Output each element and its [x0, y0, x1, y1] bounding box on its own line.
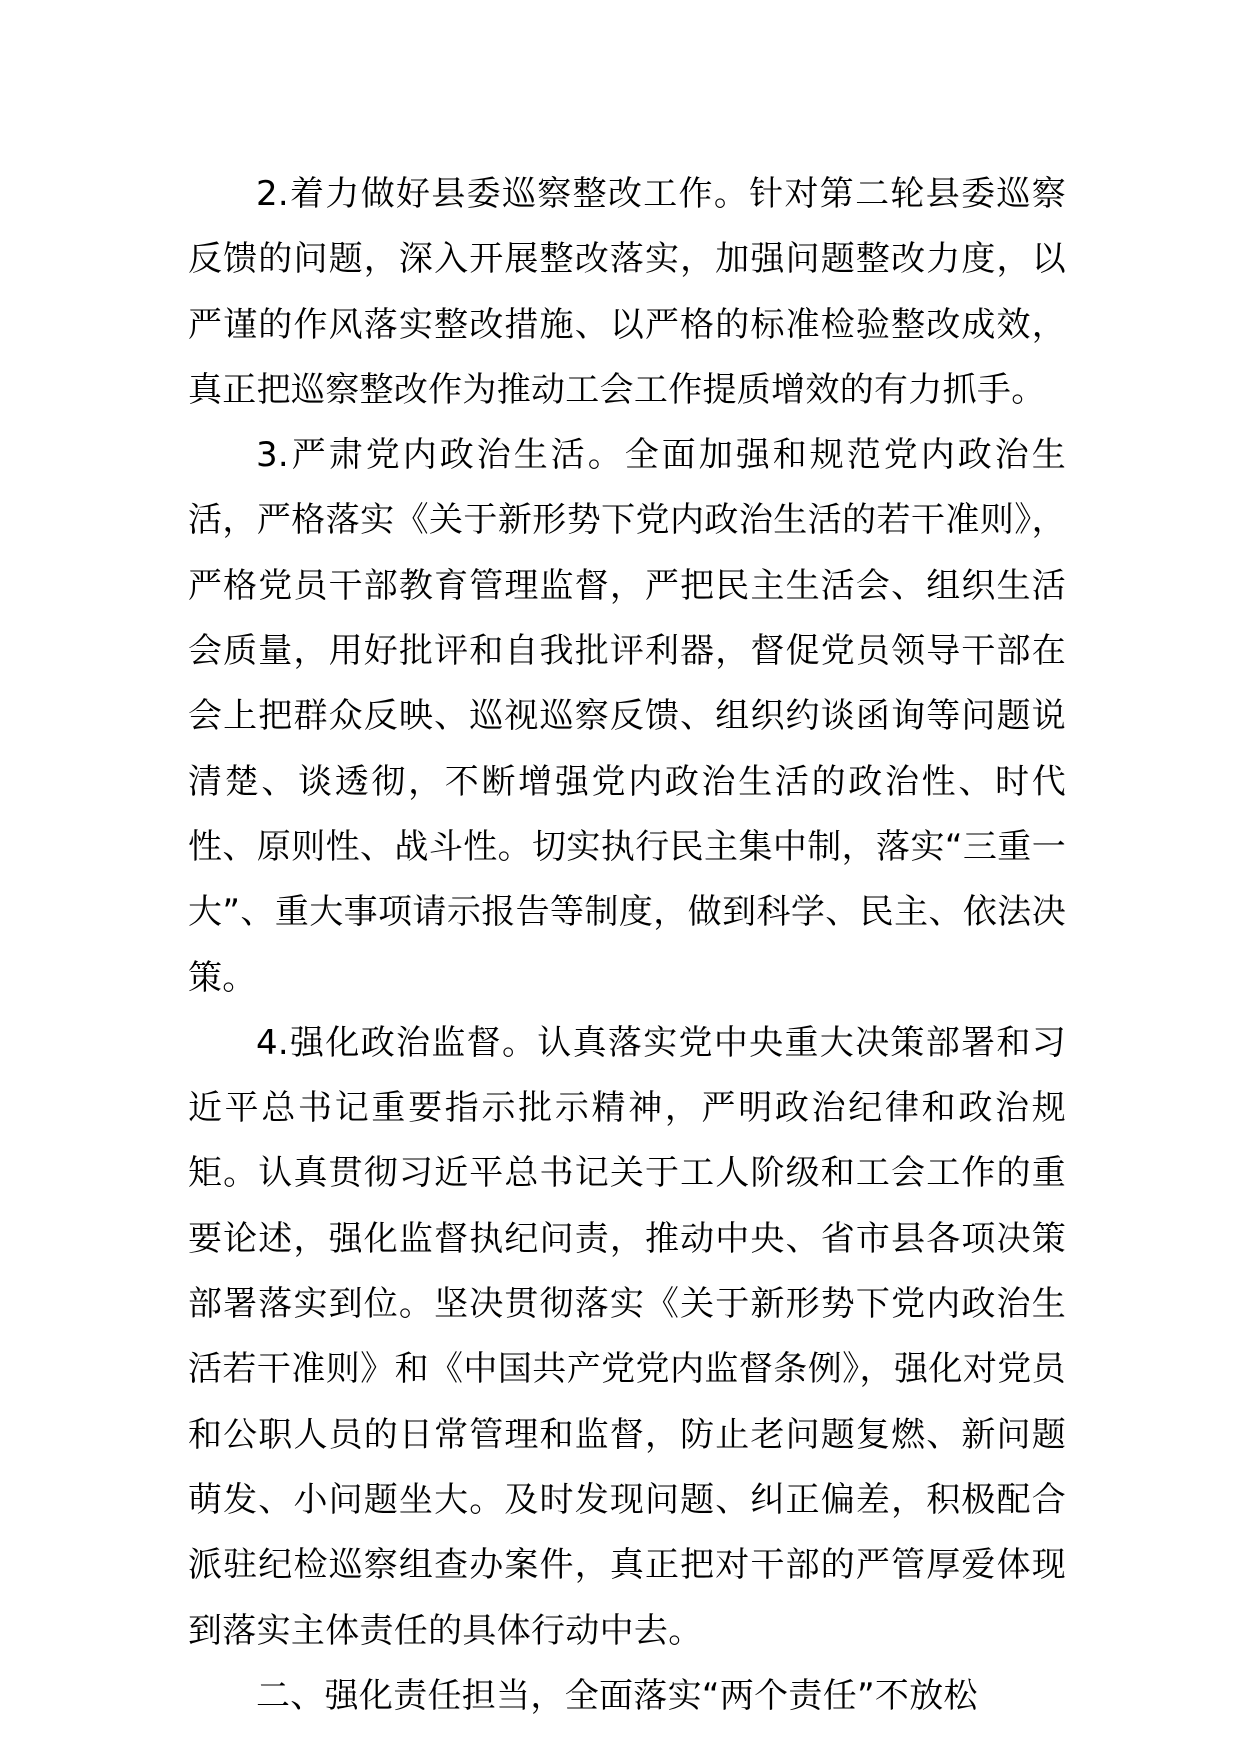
paragraph-4-political-supervision: 4.强化政治监督。认真落实党中央重大决策部署和习近平总书记重要指示批示精神，严明政治纪律和政治规矩。认真贯彻习近平总书记关于工人阶级和工会工作的重要论述，强化监督执纪问责，推动中央、省市县各项决策部署落实到位。坚决贯彻落实《关于新形势下党内政治生活若干准则》和《中国共产党党内监督条例》，强化对党员和公职人员的日常管理和监督，防止老问题复燃、新问题萌发、小问题坐大。及时发现问题、纠正偏差，积极配合派驻纪检巡察组查办案件，真正把对干部的严管厚爱体现到落实主体责任的具体行动中去。 [188, 1022, 1066, 1651]
document-page [188, 162, 1066, 1729]
paragraph-2-inspection-rectification: 2.着力做好县委巡察整改工作。针对第二轮县委巡察反馈的问题，深入开展整改落实，加强问题整改力度，以严谨的作风落实整改措施、以严格的标准检验整改成效，真正把巡察整改作为推动工会工作提质增效的有力抓手。 [188, 174, 1066, 410]
paragraph-3-party-political-life: 3.严肃党内政治生活。全面加强和规范党内政治生活，严格落实《关于新形势下党内政治生活的若干准则》，严格党员干部教育管理监督，严把民主生活会、组织生活会质量，用好批评和自我批评利器，督促党员领导干部在会上把群众反映、巡视巡察反馈、组织约谈函询等问题说清楚、谈透彻，不断增强党内政治生活的政治性、时代性、原则性、战斗性。切实执行民主集中制，落实“三重一大”、重大事项请示报告等制度，做到科学、民主、依法决策。 [188, 435, 1066, 998]
section-heading-two: 二、强化责任担当，全面落实“两个责任”不放松 [256, 1675, 978, 1716]
